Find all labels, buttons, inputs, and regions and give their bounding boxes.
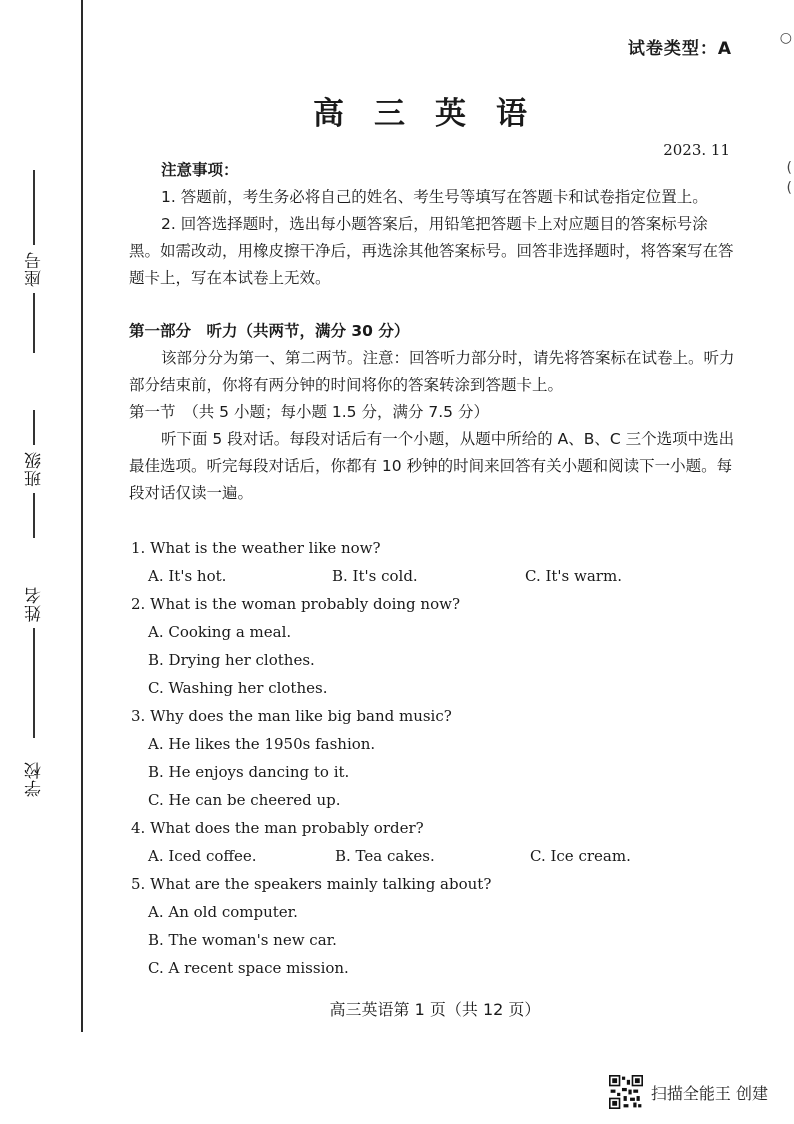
notice-heading: 注意事项： [161, 161, 239, 179]
question-stem: 2. What is the woman probably doing now? [131, 595, 460, 613]
edge-mark: ○ [779, 30, 792, 46]
option-row [131, 562, 737, 590]
option-a: A. He likes the 1950s fashion. [148, 735, 376, 753]
question-stem: 4. What does the man probably order? [131, 819, 424, 837]
option-a: A. An old computer. [148, 903, 298, 921]
notice-item-1: 1. 答题前，考生务必将自己的姓名、考生号等填写在答题卡和试卷指定位置上。 [161, 188, 708, 206]
notice-block [129, 157, 735, 292]
question-list [131, 534, 737, 982]
option-c: C. He can be cheered up. [148, 791, 341, 809]
section1-intro: 听下面 5 段对话。每段对话后有一个小题，从题中所给的 A、B、C 三个选项中选出最佳选项。听完每段对话后，你都有 10 秒钟的时间来回答有关小题和阅读下一小题。每段对话仅读一遍。 [129, 430, 735, 502]
scanner-label: 扫描全能王 创建 [650, 1083, 768, 1103]
exam-date: 2023. 11 [663, 141, 730, 159]
option-a: A. Iced coffee. [148, 847, 257, 865]
page-footer: 高三英语第 1 页（共 12 页） [329, 1000, 541, 1019]
name-label: 姓名 [24, 586, 45, 622]
class-blank-line [33, 410, 35, 445]
part1-heading: 第一部分 听力（共两节，满分 30 分） [129, 322, 410, 340]
option-b: B. The woman's new car. [148, 931, 337, 949]
class-label: 班级 [24, 451, 45, 487]
name-field [14, 580, 54, 738]
option-b: B. He enjoys dancing to it. [148, 763, 350, 781]
seat-blank-line-lower [33, 293, 35, 353]
option-c: C. A recent space mission. [148, 959, 349, 977]
scanner-watermark [609, 1075, 768, 1109]
part1-intro: 该部分分为第一、第二两节。注意：回答听力部分时，请先将答案标在试卷上。听力部分结束前，你将有两分钟的时间将你的答案转涂到答题卡上。 [129, 349, 735, 394]
name-blank-line [33, 628, 35, 738]
option-b: B. Drying her clothes. [148, 651, 315, 669]
question-stem: 3. Why does the man like big band music? [131, 707, 452, 725]
class-blank-line-lower [33, 493, 35, 538]
exam-type: 试卷类型：A [627, 39, 732, 59]
class-field [14, 410, 54, 538]
edge-mark: ( [786, 180, 792, 196]
option-b: B. Tea cakes. [335, 847, 435, 865]
section1-heading: 第一节 （共 5 小题；每小题 1.5 分，满分 7.5 分） [129, 403, 489, 421]
page-title: 高三英语 [313, 96, 557, 132]
option-row [131, 842, 737, 870]
option-c: C. It's warm. [525, 567, 622, 585]
option-b: B. It's cold. [332, 567, 418, 585]
seat-field [14, 170, 54, 353]
question-stem: 5. What are the speakers mainly talking about? [131, 875, 492, 893]
binding-line [81, 0, 83, 1032]
question-stem: 1. What is the weather like now? [131, 539, 381, 557]
option-a: A. Cooking a meal. [148, 623, 292, 641]
qr-code-icon [609, 1075, 643, 1109]
edge-mark: ( [786, 160, 792, 176]
school-label: 学校 [24, 761, 45, 797]
notice-item-2: 2. 回答选择题时，选出每小题答案后，用铅笔把答题卡上对应题目的答案标号涂黑。如需改动，用橡皮擦干净后，再选涂其他答案标号。回答非选择题时，将答案写在答题卡上，写在本试卷上无效。 [129, 215, 734, 287]
part1-block [129, 318, 735, 507]
option-c: C. Ice cream. [530, 847, 631, 865]
option-a: A. It's hot. [148, 567, 227, 585]
school-field [14, 755, 54, 803]
option-c: C. Washing her clothes. [148, 679, 328, 697]
seat-blank-line [33, 170, 35, 245]
seat-label: 座号 [24, 251, 45, 287]
